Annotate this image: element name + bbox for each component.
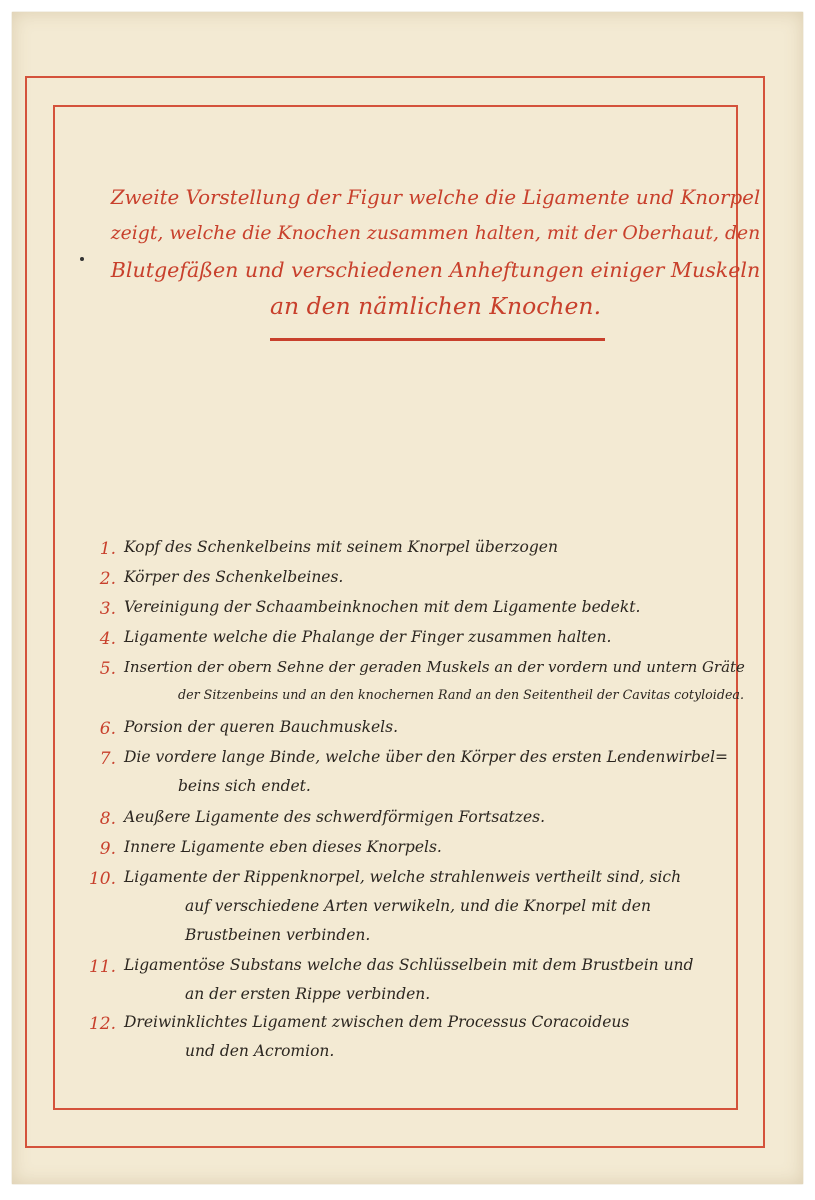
item-number: 10. [88, 869, 116, 889]
item-text: Körper des Schenkelbeines. [124, 568, 344, 586]
item-number: 4. [99, 629, 116, 649]
item-text: an der ersten Rippe verbinden. [185, 985, 431, 1003]
item-number: 5. [99, 659, 116, 679]
item-text: Dreiwinklichtes Ligament zwischen dem Processus Coracoideus [124, 1013, 630, 1031]
item-number: 12. [88, 1014, 116, 1034]
item-text: Ligamente der Rippenknorpel, welche strahlenweis vertheilt sind, sich [124, 868, 682, 886]
heading-line: Zweite Vorstellung der Figur welche die Ligamente und Knorpel [110, 186, 761, 209]
item-number: 7. [99, 749, 116, 769]
heading-line: zeigt, welche die Knochen zusammen halten, mit der Oberhaut, den [110, 223, 761, 244]
item-number: 6. [99, 719, 116, 739]
item-text: Die vordere lange Binde, welche über den Körper des ersten Lendenwirbel= [124, 748, 729, 766]
item-text: Kopf des Schenkelbeins mit seinem Knorpel überzogen [124, 538, 558, 556]
item-number: 11. [88, 957, 116, 977]
item-text: Innere Ligamente eben dieses Knorpels. [124, 838, 442, 856]
item-text: Aeußere Ligamente des schwerdförmigen Fortsatzes. [124, 808, 546, 826]
heading-line: Blutgefäßen und verschiedenen Anheftungen einiger Muskeln [110, 258, 761, 282]
item-text: Vereinigung der Schaambeinknochen mit dem Ligamente bedekt. [124, 598, 641, 616]
item-text: Porsion der queren Bauchmuskels. [124, 718, 399, 736]
item-text: der Sitzenbeins und an den knochernen Rand an den Seitentheil der Cavitas cotyloidea. [178, 687, 745, 702]
item-text: Ligamentöse Substans welche das Schlüsselbein mit dem Brustbein und [124, 956, 694, 974]
item-text: und den Acromion. [185, 1042, 335, 1060]
item-text: auf verschiedene Arten verwikeln, und die Knorpel mit den [185, 897, 651, 915]
item-text: Brustbeinen verbinden. [185, 926, 371, 944]
item-number: 8. [99, 809, 116, 829]
item-number: 3. [99, 599, 116, 619]
item-number: 9. [99, 839, 116, 859]
heading-line: an den nämlichen Knochen. [269, 292, 602, 320]
item-text: Insertion der obern Sehne der geraden Muskels an der vordern und untern Gräte [124, 658, 745, 676]
item-number: 1. [99, 539, 116, 559]
item-text: Ligamente welche die Phalange der Finger zusammen halten. [124, 628, 612, 646]
item-number: 2. [99, 569, 116, 589]
item-text: beins sich endet. [178, 777, 311, 795]
